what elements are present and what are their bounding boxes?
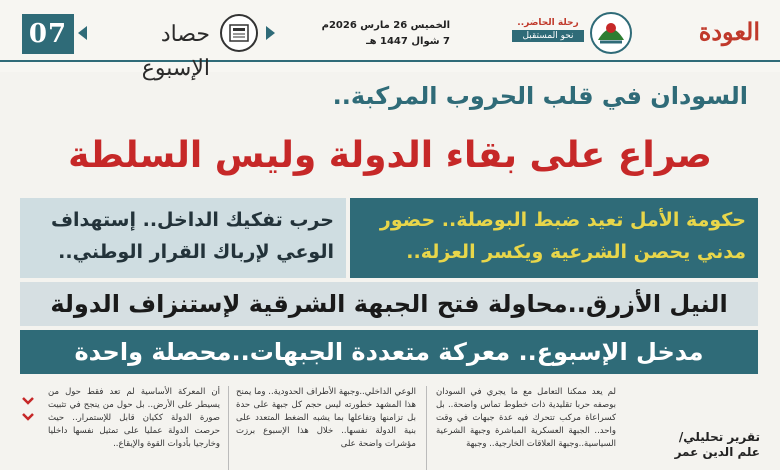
banner-week-intro: مدخل الإسبوع.. معركة متعددة الجبهات..محصلة واحدة <box>20 330 758 374</box>
chevron-bullet-icon <box>22 392 34 402</box>
article-column-2: الوعي الداخلي..وجبهة الأطراف الحدودية.. وما يمنح هذا المشهد خطورته ليس حجم كل جبهة على حدة بل تزامنها وتفاعلها بما يشبه الضغط المتعدد على بنية الدولة نفسها.. خلال هذا الإسبوع برزت مؤشرات واضحة على <box>236 387 416 449</box>
header-rule <box>0 60 780 62</box>
section-title: حصاد الإسبوع <box>141 22 210 81</box>
article-column-3: أن المعركة الأساسية لم تعد فقط حول من يسيطر على الأرض.. بل حول من ينجح في تثبيت صورة الدولة ككيان قابل للإستمرار.. حيث حرصت الدولة عمليا على تمثيل نفسها داخليا وخارجيا بأدوات القوة والإيقاع.. <box>48 387 220 449</box>
article-column-1: لم يعد ممكنا التعامل مع ما يجري في السودان بوصفه حربا تقليدية ذات خطوط تماس واضحة.. بل كسراعاة مركب تتحرك فيه عدة جبهات في وقت واحد.. الجبهة العسكرية المباشرة وجبهة الشرعية السياسية..وجبهة العلاقات الخارجية.. وجبهة <box>436 387 616 449</box>
arrow-right-icon <box>266 26 275 40</box>
newspaper-icon <box>220 14 258 52</box>
main-headline: صراع على بقاء الدولة وليس السلطة <box>68 135 712 176</box>
slogan-line1: رحلة الحاضر.. <box>517 18 579 28</box>
slogan <box>512 18 584 50</box>
column-divider <box>228 386 229 470</box>
banner-blue-nile: النيل الأزرق..محاولة فتح الجبهة الشرقية لإستنزاف الدولة <box>20 282 758 326</box>
author-name: علم الدين عمر <box>674 445 760 459</box>
date-block <box>300 18 450 52</box>
kicker-headline: السودان في قلب الحروب المركبة.. <box>332 82 748 110</box>
arrow-left-icon <box>78 26 87 40</box>
date-hijri: 7 شوال 1447 هـ <box>366 36 450 47</box>
emblem-icon <box>588 10 634 56</box>
page-number: 07 <box>22 14 74 54</box>
author-byline <box>660 430 760 470</box>
date-gregorian: الخميس 26 مارس 2026م <box>321 20 450 31</box>
column-divider <box>426 386 427 470</box>
slogan-line2: نحو المستقبل <box>512 30 584 42</box>
subheadline-box-left: حرب تفكيك الداخل.. إستهداف الوعي لإرباك القرار الوطني.. <box>20 198 346 278</box>
author-label: تقرير تحليلي/ <box>678 430 760 444</box>
chevron-bullet-icon <box>22 408 34 418</box>
logo-text: العودة <box>698 17 760 46</box>
subheadline-box-right: حكومة الأمل تعيد ضبط البوصلة.. حضور مدني يحصن الشرعية ويكسر العزلة.. <box>350 198 758 278</box>
